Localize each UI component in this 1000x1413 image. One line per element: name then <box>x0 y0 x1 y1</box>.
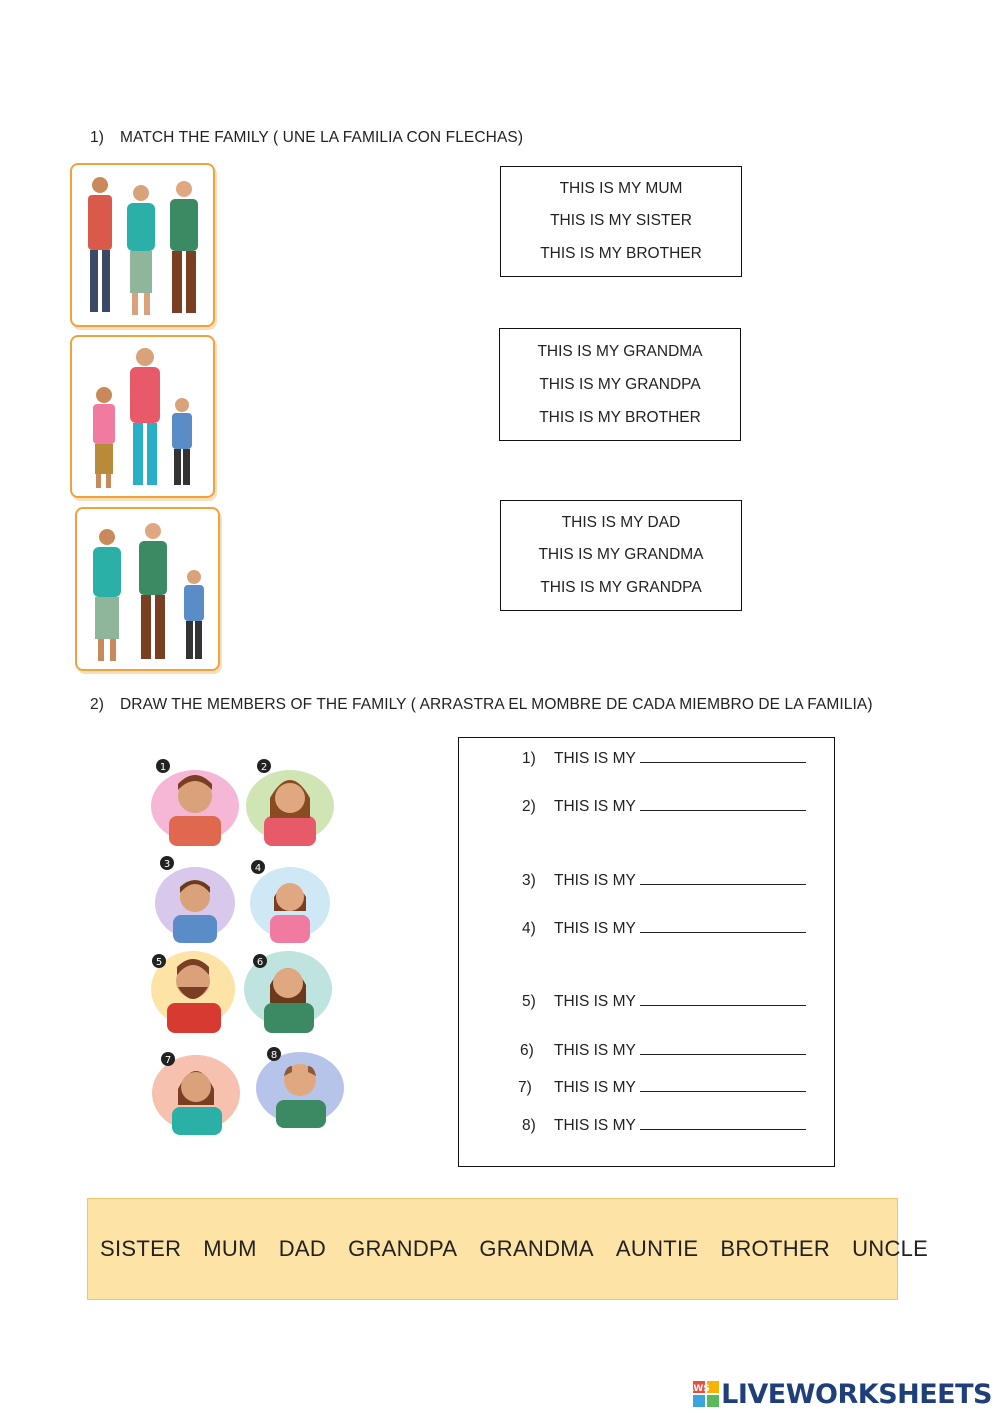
word-mum[interactable]: MUM <box>203 1236 257 1261</box>
svg-text:8: 8 <box>270 1050 278 1061</box>
liveworksheets-logo-icon <box>688 1381 719 1407</box>
svg-text:4: 4 <box>254 863 262 874</box>
brand-logo <box>688 1377 992 1411</box>
answer-line-7: 7) THIS IS MY <box>518 1077 806 1097</box>
word-bank <box>87 1198 929 1300</box>
brand-name: LIVEWORKSHEETS <box>721 1378 992 1410</box>
family-illustration-icon <box>77 509 218 669</box>
face-icon <box>240 945 336 1035</box>
svg-text:3: 3 <box>163 859 171 870</box>
portrait-5 <box>145 945 241 1035</box>
family-photo-1 <box>70 163 215 327</box>
option-text[interactable]: THIS IS MY GRANDPA <box>539 375 701 393</box>
family-photo-2 <box>70 335 215 498</box>
section-1-title <box>90 129 523 147</box>
word-dad[interactable]: DAD <box>278 1236 327 1261</box>
portrait-6 <box>240 945 336 1035</box>
face-icon <box>145 945 241 1035</box>
word-auntie[interactable]: AUNTIE <box>615 1236 699 1261</box>
logo-letter: LWS <box>688 1384 710 1394</box>
option-text[interactable]: THIS IS MY BROTHER <box>540 244 702 262</box>
options-box-1 <box>500 166 742 277</box>
section-number: 2) <box>90 696 104 713</box>
answer-drop-zone[interactable] <box>640 748 806 763</box>
answer-line-8: 8) THIS IS MY <box>522 1115 806 1135</box>
word-grandma[interactable]: GRANDMA <box>479 1236 594 1261</box>
answer-line-1: 1) THIS IS MY <box>522 748 806 768</box>
option-text[interactable]: THIS IS MY GRANDMA <box>537 342 703 360</box>
option-text[interactable]: THIS IS MY BROTHER <box>539 408 701 426</box>
portrait-8 <box>252 1040 348 1130</box>
option-text[interactable]: THIS IS MY MUM <box>559 180 683 198</box>
family-illustration-icon <box>72 337 213 496</box>
family-illustration-icon <box>72 165 213 325</box>
answer-drop-zone[interactable] <box>640 1077 806 1092</box>
face-icon <box>240 855 336 945</box>
options-box-3 <box>500 500 742 611</box>
answer-drop-zone[interactable] <box>640 870 806 885</box>
svg-text:1: 1 <box>159 762 167 773</box>
section-title-text: MATCH THE FAMILY ( UNE LA FAMILIA CON FLECHAS) <box>120 129 524 146</box>
answer-line-6: 6) THIS IS MY <box>520 1040 806 1060</box>
portrait-4 <box>240 855 336 945</box>
option-text[interactable]: THIS IS MY DAD <box>561 514 681 532</box>
options-box-2 <box>499 328 741 441</box>
answer-line-5: 5) THIS IS MY <box>522 991 806 1011</box>
answers-box <box>458 737 835 1167</box>
section-title-text: DRAW THE MEMBERS OF THE FAMILY ( ARRASTRA EL MOMBRE DE CADA MIEMBRO DE LA FAMILIA) <box>120 696 873 713</box>
svg-text:6: 6 <box>256 957 264 968</box>
answer-line-2: 2) THIS IS MY <box>522 796 806 816</box>
section-number: 1) <box>90 129 104 146</box>
svg-text:2: 2 <box>260 762 268 773</box>
word-grandpa[interactable]: GRANDPA <box>348 1236 458 1261</box>
word-brother[interactable]: BROTHER <box>720 1236 831 1261</box>
face-icon <box>148 1045 244 1135</box>
option-text[interactable]: THIS IS MY GRANDPA <box>540 578 702 596</box>
face-icon <box>240 758 336 848</box>
face-icon <box>252 1040 348 1130</box>
answer-line-3: 3) THIS IS MY <box>522 870 806 890</box>
word-uncle[interactable]: UNCLE <box>852 1236 929 1261</box>
word-sister[interactable]: SISTER <box>100 1236 182 1261</box>
answer-drop-zone[interactable] <box>640 1115 806 1130</box>
answer-drop-zone[interactable] <box>640 918 806 933</box>
answer-drop-zone[interactable] <box>640 796 806 811</box>
answer-drop-zone[interactable] <box>640 991 806 1006</box>
option-text[interactable]: THIS IS MY SISTER <box>550 212 692 230</box>
svg-text:7: 7 <box>164 1055 172 1066</box>
answer-line-4: 4) THIS IS MY <box>522 918 806 938</box>
answer-drop-zone[interactable] <box>640 1040 806 1055</box>
family-photo-3 <box>75 507 220 671</box>
face-icon <box>145 758 241 848</box>
section-2-title <box>90 696 873 714</box>
portrait-2 <box>240 758 336 848</box>
face-icon <box>145 855 241 945</box>
portrait-1 <box>145 758 241 848</box>
option-text[interactable]: THIS IS MY GRANDMA <box>538 546 704 564</box>
portrait-3 <box>145 855 241 945</box>
portrait-7 <box>148 1045 244 1135</box>
svg-text:5: 5 <box>155 957 163 968</box>
